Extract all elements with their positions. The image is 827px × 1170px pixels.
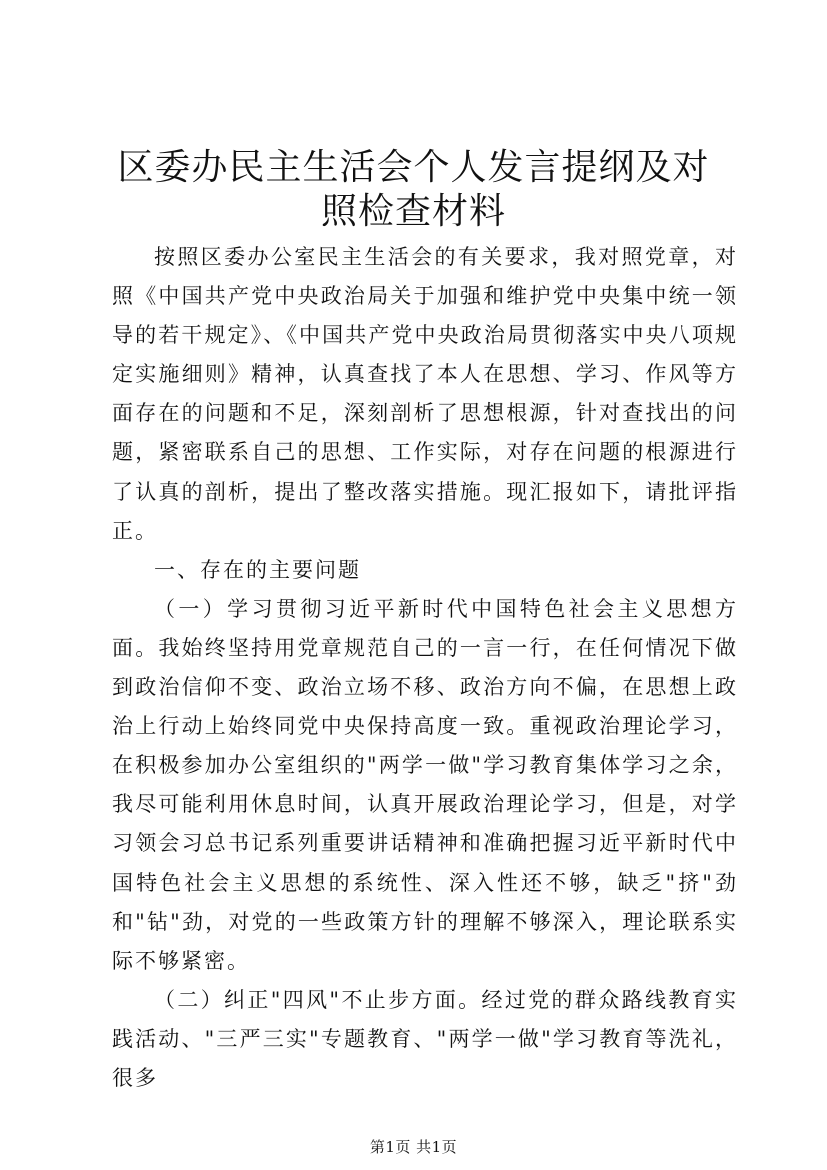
intro-paragraph: 按照区委办公室民主生活会的有关要求，我对照党章，对照《中国共产党中央政治局关于加强和维护党中央集中统一领导的若干规定》、《中国共产党中央政治局贯彻落实中央八项规定实施细则》精神，认真查找了本人在思想、学习、作风等方面存在的问题和不足，深刻剖析了思想根源，针对查找出的问题，紧密联系自己的思想、工作实际，对存在问题的根源进行了认真的剖析，提出了整改落实措施。现汇报如下，请批评指正。 [112,245,738,543]
study-paragraph: （一）学习贯彻习近平新时代中国特色社会主义思想方面。我始终坚持用党章规范自己的一言一行，在任何情况下做到政治信仰不变、政治立场不移、政治方向不偏，在思想上政治上行动上始终同党中央保持高度一致。重视政治理论学习，在积极参加办公室组织的"两学一做"学习教育集体学习之余，我尽可能利用休息时间，认真开展政治理论学习，但是，对学习领会习总书记系列重要讲话精神和准确把握习近平新时代中国特色社会主义思想的系统性、深入性还不够，缺乏"挤"劲和"钻"劲，对党的一些政策方针的理解不够深入，理论联系实际不够紧密。 [112,596,738,973]
document-title: 区委办民主生活会个人发言提纲及对照检查材料 [117,147,710,232]
page-footer: 第1页 共1页 [369,1138,458,1156]
document-body [112,238,738,1098]
four-styles-paragraph: （二）纠正"四风"不止步方面。经过党的群众路线教育实践活动、"三严三实"专题教育、"两学一做"学习教育等洗礼，很多 [112,987,738,1090]
section-heading: 一、存在的主要问题 [154,557,361,582]
